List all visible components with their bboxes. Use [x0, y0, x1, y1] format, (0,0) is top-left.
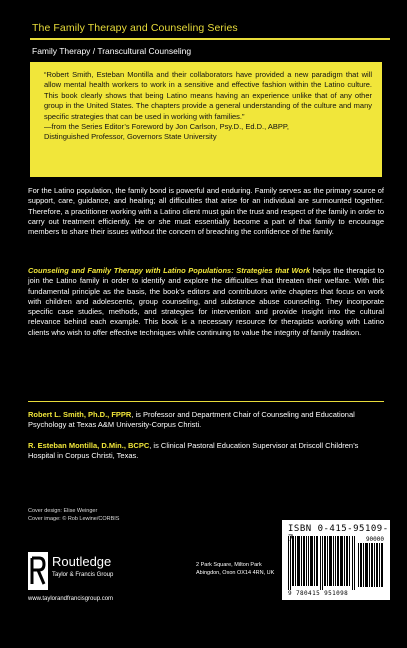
publisher-group: Taylor & Francis Group — [52, 572, 114, 578]
quote-text: “Robert Smith, Esteban Montilla and their collaborators have provided a new paradigm that will allow mental health workers to work in a sensitive and effective fashion within the Latino culture. This book clearly shows that being Latino means having an experience unlike that of any other group in the United States. The chapters provide a general understanding of the culture and many specific strategies that can be used in working with families.” — [44, 70, 372, 121]
addon-digits: 90000 — [365, 536, 384, 543]
author-bio-text-1: , is Professor and Department Chair of Counseling and Educational Psychology at Texas A&M University-Corpus Christi. — [28, 410, 355, 430]
description-paragraph-2 — [28, 266, 384, 338]
author-bio-1 — [28, 410, 384, 431]
publisher-logo — [28, 552, 188, 592]
author-bio-2 — [28, 441, 384, 462]
author-name-1: Robert L. Smith, Ph.D., FPPR — [28, 410, 132, 419]
barcode-box — [282, 520, 390, 600]
publisher-website: www.taylorandfrancisgroup.com — [28, 596, 114, 602]
barcode-icon — [288, 536, 356, 590]
category-label: Family Therapy / Transcultural Counseling — [32, 46, 192, 56]
routledge-logo-icon — [28, 552, 48, 590]
ean-digits: 9 780415 951098 — [288, 590, 349, 597]
series-divider — [30, 38, 390, 40]
description-paragraph-1: For the Latino population, the family bond is powerful and enduring. Family serves as the primary source of support, care, guidance, and healing; all difficulties that arise for an individual are surmounted together. Therefore, a practitioner working with a Latino client must gain the trust and respect of the family in order to carry out treatment efficiently. He or she must essentially become a part of that family to encourage members to share their issues without the concern of breaching the confidence of the family. — [28, 186, 384, 237]
address-line-1: 2 Park Square, Milton Park — [196, 562, 262, 568]
bio-divider — [28, 401, 384, 402]
cover-credits — [28, 507, 119, 523]
addon-barcode-icon — [358, 543, 384, 587]
book-title: Counseling and Family Therapy with Latino Populations: Strategies that Work — [28, 266, 311, 275]
publisher-name: Routledge — [52, 554, 112, 569]
series-title: The Family Therapy and Counseling Series — [32, 22, 238, 34]
author-name-2: R. Esteban Montilla, D.Min., BCPC — [28, 441, 150, 450]
isbn-label: ISBN 0-415-95109- — [288, 524, 389, 534]
publisher-address — [196, 562, 274, 577]
cover-design-credit: Cover design: Elise Weinger — [28, 508, 98, 514]
cover-image-credit: Cover image: © Rob Lewine/CORBIS — [28, 516, 120, 522]
quote-box — [30, 62, 382, 177]
description-paragraph-2-text: helps the therapist to join the Latino family in order to identify and explore the difficulties that threaten their welfare. With this fundamental principle as the basis, the book’s editors and contributors write chapters that focus on work with children and adolescents, group counseling, and substance abuse counseling. They incorporate specific case studies, methods, and strategies for intervention and provide insight into the cultural relevance behind each example. This book is a necessary resource for therapists working with Latino clients who wish to offer effective techniques while continuing to value the integrity of family tradition. — [28, 266, 385, 337]
quote-attribution-1: —from the Series Editor’s Foreword by Jon Carlson, Psy.D., Ed.D., ABPP, — [44, 122, 289, 132]
quote-attribution-2: Distinguished Professor, Governors State University — [44, 132, 217, 142]
author-bio-text-2: , is Clinical Pastoral Education Supervisor at Driscoll Children’s Hospital in Corpus Christi, Texas. — [28, 441, 359, 461]
address-line-2: Abingdon, Oxon OX14 4RN, UK — [196, 569, 275, 576]
